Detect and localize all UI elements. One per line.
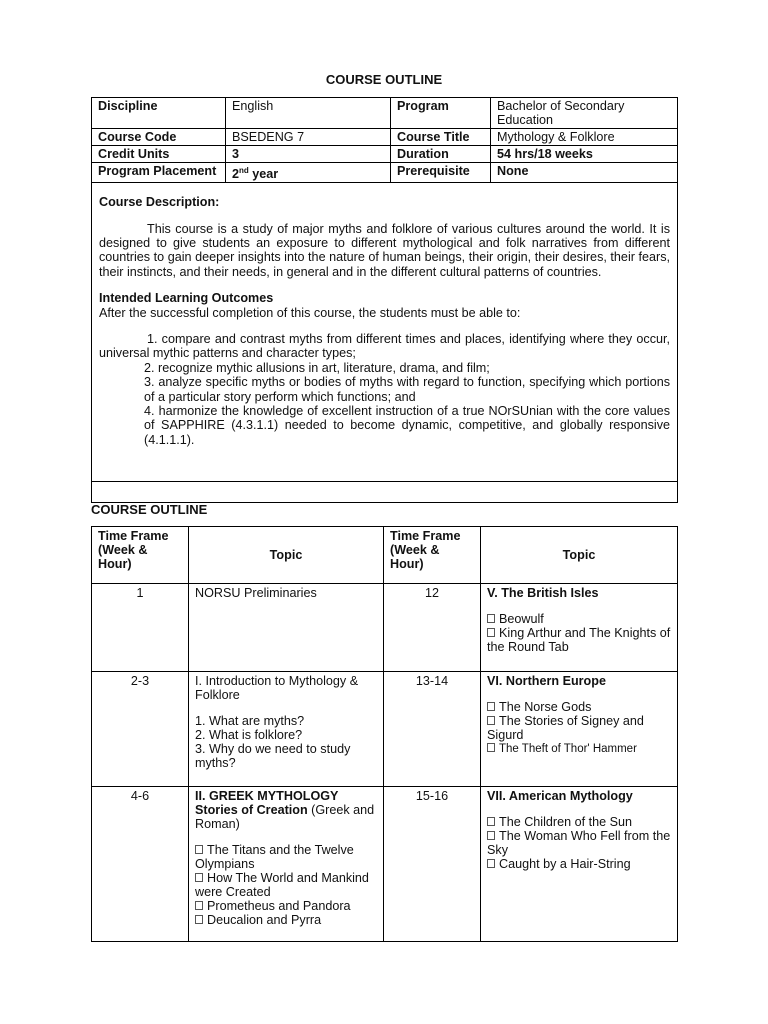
discipline-label: Discipline [92, 98, 226, 129]
topic-subtitle: Stories of Creation (Greek and Roman) [195, 803, 375, 831]
topic-title: VI. Northern Europe [487, 674, 606, 688]
list-item: King Arthur and The Knights of the Round Tab [487, 626, 671, 654]
placement-sup: nd [239, 166, 249, 175]
checkbox-icon [487, 831, 495, 840]
description-cell [92, 183, 678, 482]
ilo-intro: After the successful completion of this course, the students must be able to: [99, 305, 521, 320]
info-row [92, 163, 678, 183]
checkbox-icon [487, 859, 495, 868]
topic-cell [189, 787, 384, 942]
credit-units-label: Credit Units [92, 146, 226, 163]
checkbox-icon [195, 873, 203, 882]
topic-cell: NORSU Preliminaries [189, 584, 384, 672]
credit-units-value: 3 [226, 146, 391, 163]
topic-title: V. The British Isles [487, 586, 599, 600]
placement-label: Program Placement [92, 163, 226, 183]
time-cell: 13-14 [384, 672, 481, 787]
list-item: Beowulf [487, 612, 671, 626]
list-item: The Stories of Signey and Sigurd [487, 714, 644, 742]
checkbox-icon [487, 614, 495, 623]
time-header: Time Frame (Week & Hour) [92, 527, 189, 584]
topic-title: VII. American Mythology [487, 789, 633, 803]
page-title: COURSE OUTLINE [325, 72, 443, 87]
info-row [92, 98, 678, 129]
list-item: 2. What is folklore? [195, 728, 303, 742]
description-row [92, 183, 678, 482]
course-title-label: Course Title [391, 129, 491, 146]
prerequisite-value: None [491, 163, 678, 183]
list-item: The Woman Who Fell from the Sky [487, 829, 671, 857]
time-cell: 4-6 [92, 787, 189, 942]
list-item: Caught by a Hair-String [487, 857, 671, 871]
placement-value [226, 163, 391, 183]
ilo-item: 3. analyze specific myths or bodies of myths with regard to function, specifying which portions of a particular story perform which functions; and [144, 375, 670, 404]
duration-label: Duration [391, 146, 491, 163]
ilo-item: 4. harmonize the knowledge of excellent instruction of a true NOrSUnian with the core values of SAPPHIRE (4.3.1.1) needed to become dynamic, competitive, and globally responsive (4.1.1.1). [144, 404, 670, 447]
list-item: Deucalion and Pyrra [195, 913, 377, 927]
checkbox-icon [487, 716, 495, 725]
time-header: Time Frame (Week & Hour) [384, 527, 481, 584]
time-cell: 12 [384, 584, 481, 672]
topic-title: II. GREEK MYTHOLOGY [195, 789, 339, 803]
program-label: Program [391, 98, 491, 129]
list-item: The Titans and the Twelve Olympians [195, 843, 354, 871]
placement-rest: year [248, 167, 279, 182]
course-outline-table [91, 526, 678, 942]
list-item: The Children of the Sun [487, 815, 671, 829]
ilo-item: 2. recognize mythic allusions in art, literature, drama, and film; [144, 360, 490, 375]
placement-num: 2 [232, 167, 240, 182]
course-code-label: Course Code [92, 129, 226, 146]
ilo-list [99, 332, 670, 447]
topic-title: I. Introduction to Mythology & Folklore [195, 674, 359, 702]
description-text: This course is a study of major myths and folklore of various cultures around the world. It is designed to give students an exposure to different mythological and folk narratives from different countries to gain deeper insights into the nature of human beings, their origin, their desires, their fears, their instincts, and their needs, in general and in the different cultural patterns of countries. [99, 221, 670, 279]
topic-cell [481, 787, 678, 942]
checkbox-icon [487, 743, 495, 752]
outline-heading: COURSE OUTLINE [91, 502, 208, 517]
duration-value: 54 hrs/18 weeks [491, 146, 678, 163]
description-heading: Course Description: [99, 195, 220, 210]
time-cell: 2-3 [92, 672, 189, 787]
checkbox-icon [195, 915, 203, 924]
info-row [92, 129, 678, 146]
list-item: The Norse Gods [487, 700, 671, 714]
table-row [92, 584, 678, 672]
prerequisite-label: Prerequisite [391, 163, 491, 183]
table-row [92, 672, 678, 787]
list-item: 1. What are myths? [195, 714, 305, 728]
list-item: How The World and Mankind were Created [195, 871, 369, 899]
ilo-heading: Intended Learning Outcomes [99, 291, 274, 306]
blank-row [92, 482, 678, 503]
table-row [92, 787, 678, 942]
ilo-item: 1. compare and contrast myths from different times and places, identifying where they occur, universal mythic patterns and character types; [99, 332, 670, 361]
topic-cell [481, 584, 678, 672]
discipline-value: English [226, 98, 391, 129]
checkbox-icon [487, 817, 495, 826]
checkbox-icon [195, 901, 203, 910]
course-title-value: Mythology & Folklore [491, 129, 678, 146]
topic-cell [189, 672, 384, 787]
course-info-table [91, 97, 678, 503]
topic-header: Topic [481, 527, 678, 584]
checkbox-icon [487, 628, 495, 637]
topic-cell [481, 672, 678, 787]
time-cell: 15-16 [384, 787, 481, 942]
info-row [92, 146, 678, 163]
list-item: 3. Why do we need to study myths? [195, 742, 351, 770]
course-code-value: BSEDENG 7 [226, 129, 391, 146]
topic-header: Topic [189, 527, 384, 584]
checkbox-icon [487, 702, 495, 711]
list-item: Prometheus and Pandora [195, 899, 377, 913]
time-cell: 1 [92, 584, 189, 672]
outline-header-row [92, 527, 678, 584]
program-value: Bachelor of Secondary Education [491, 98, 678, 129]
list-item: The Theft of Thor' Hammer [487, 742, 671, 756]
checkbox-icon [195, 845, 203, 854]
